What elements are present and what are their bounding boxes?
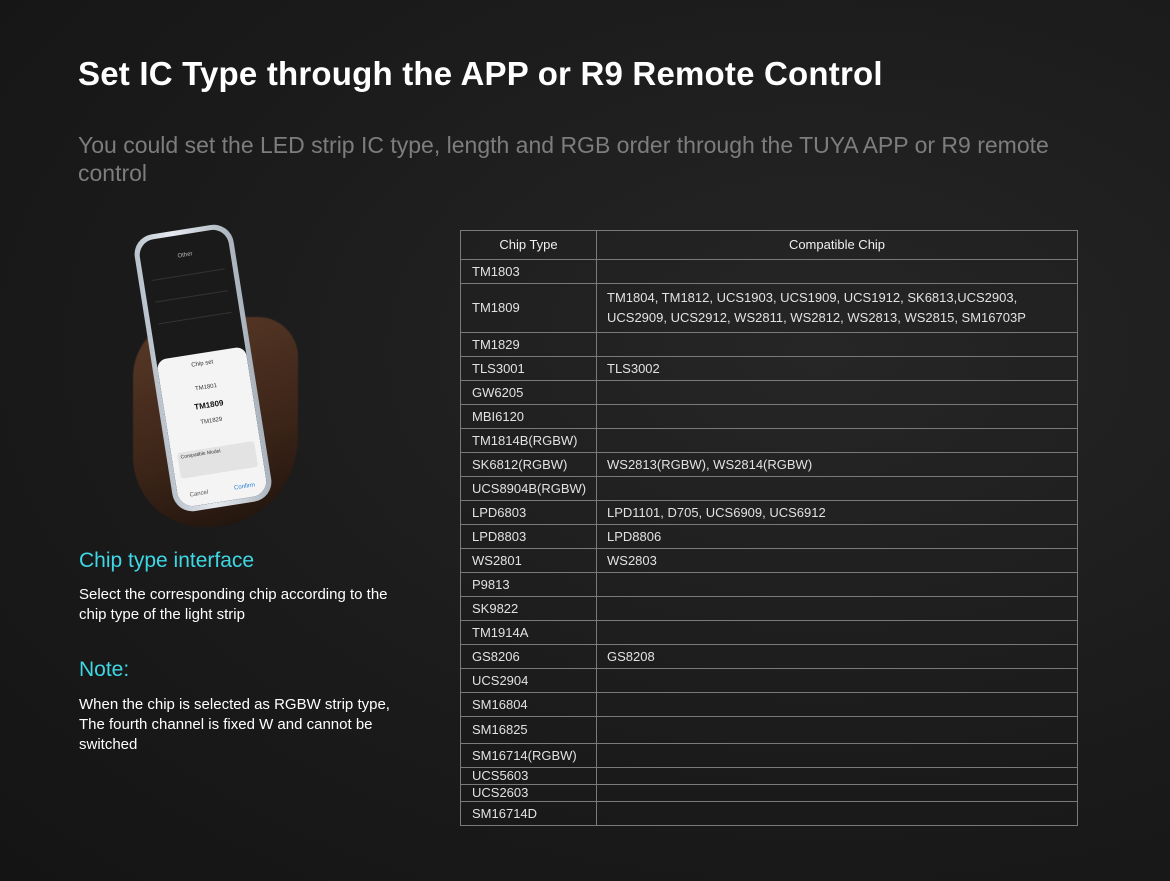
- chip-type-cell: SM16714D: [461, 802, 597, 826]
- compatible-chip-cell: WS2803: [597, 549, 1078, 573]
- table-row: [461, 717, 1078, 744]
- compatible-chip-cell: LPD8806: [597, 525, 1078, 549]
- page-subtitle: You could set the LED strip IC type, length and RGB order through the TUYA APP or R9 remote control: [78, 132, 1049, 186]
- chip-option-selected: TM1809: [193, 398, 225, 412]
- compatible-chip-cell: [597, 260, 1078, 284]
- chip-type-cell: UCS2603: [461, 785, 597, 802]
- phone-cancel-button: Cancel: [189, 489, 209, 499]
- table-row: [461, 453, 1078, 477]
- chip-type-cell: TM1809: [461, 284, 597, 333]
- chip-type-cell: UCS5603: [461, 768, 597, 785]
- chip-option: TM1829: [200, 416, 223, 427]
- compatible-chip-cell: [597, 333, 1078, 357]
- table-row: [461, 573, 1078, 597]
- compatible-chip-cell: [597, 429, 1078, 453]
- compatible-chip-cell: [597, 693, 1078, 717]
- compatible-chip-cell: WS2813(RGBW), WS2814(RGBW): [597, 453, 1078, 477]
- note-heading: Note:: [79, 658, 130, 681]
- sheet-title: Chip set: [191, 359, 214, 369]
- phone-confirm-button: Confirm: [233, 482, 256, 492]
- compatible-chip-cell: [597, 381, 1078, 405]
- compatible-chip-cell: LPD1101, D705, UCS6909, UCS6912: [597, 501, 1078, 525]
- chip-type-cell: GS8206: [461, 645, 597, 669]
- compatible-chip-cell: [597, 405, 1078, 429]
- chip-type-cell: GW6205: [461, 381, 597, 405]
- table-row: [461, 768, 1078, 785]
- table-row: [461, 405, 1078, 429]
- phone-topbar-title: Other: [177, 251, 194, 260]
- table-row: [461, 357, 1078, 381]
- chip-type-cell: TM1914A: [461, 621, 597, 645]
- chip-type-cell: TLS3001: [461, 357, 597, 381]
- compatible-chip-cell: [597, 802, 1078, 826]
- compatible-model-box: [177, 441, 258, 479]
- chip-type-interface-text: Select the corresponding chip according to the chip type of the light strip: [79, 586, 388, 623]
- compatible-chip-cell: [597, 785, 1078, 802]
- chip-type-cell: UCS8904B(RGBW): [461, 477, 597, 501]
- compatible-chip-cell: [597, 573, 1078, 597]
- compatible-chip-cell: [597, 669, 1078, 693]
- table-row: [461, 477, 1078, 501]
- phone-divider: [158, 312, 231, 325]
- compatible-chip-cell: [597, 477, 1078, 501]
- table-row: [461, 645, 1078, 669]
- phone-illustration: [125, 222, 310, 532]
- table-row: [461, 597, 1078, 621]
- compatible-chip-cell: GS8208: [597, 645, 1078, 669]
- chip-type-cell: WS2801: [461, 549, 597, 573]
- table-row: [461, 669, 1078, 693]
- table-row: [461, 621, 1078, 645]
- compatible-model-title: Compatible Model: [180, 448, 222, 461]
- chip-type-cell: SM16825: [461, 717, 597, 744]
- table-row: [461, 693, 1078, 717]
- phone-divider: [152, 268, 225, 281]
- phone-divider: [155, 290, 228, 303]
- header-chip-type: Chip Type: [461, 231, 597, 260]
- chip-compatibility-table: [460, 230, 1078, 826]
- compatible-chip-cell: [597, 768, 1078, 785]
- table-row: [461, 525, 1078, 549]
- compatible-chip-cell: [597, 621, 1078, 645]
- chip-type-cell: SM16714(RGBW): [461, 744, 597, 768]
- table-body: [461, 260, 1078, 826]
- compatible-chip-cell: [597, 744, 1078, 768]
- table-row: [461, 381, 1078, 405]
- table-row: [461, 333, 1078, 357]
- chip-type-cell: MBI6120: [461, 405, 597, 429]
- chip-type-cell: UCS2904: [461, 669, 597, 693]
- chip-select-sheet: [156, 346, 268, 508]
- table-row: [461, 501, 1078, 525]
- table-row: [461, 429, 1078, 453]
- table-row: [461, 802, 1078, 826]
- chip-option: TM1801: [194, 383, 218, 393]
- chip-type-cell: TM1829: [461, 333, 597, 357]
- note-text: When the chip is selected as RGBW strip type, The fourth channel is fixed W and cannot be switched: [79, 696, 390, 753]
- table-row: [461, 284, 1078, 333]
- chip-type-cell: TM1803: [461, 260, 597, 284]
- compatible-chip-cell: TLS3002: [597, 357, 1078, 381]
- header-compatible-chip: Compatible Chip: [597, 231, 1078, 260]
- table-row: [461, 549, 1078, 573]
- compatible-chip-cell: [597, 597, 1078, 621]
- compatible-chip-cell: [597, 717, 1078, 744]
- chip-type-cell: SK6812(RGBW): [461, 453, 597, 477]
- table-row: [461, 260, 1078, 284]
- chip-type-cell: SM16804: [461, 693, 597, 717]
- table-row: [461, 785, 1078, 802]
- table-row: [461, 744, 1078, 768]
- chip-type-cell: LPD8803: [461, 525, 597, 549]
- chip-type-cell: SK9822: [461, 597, 597, 621]
- chip-type-interface-heading: Chip type interface: [79, 549, 255, 572]
- chip-type-cell: TM1814B(RGBW): [461, 429, 597, 453]
- chip-type-cell: LPD6803: [461, 501, 597, 525]
- table-header-row: [461, 231, 1078, 260]
- chip-type-cell: P9813: [461, 573, 597, 597]
- page-title: Set IC Type through the APP or R9 Remote Control: [78, 55, 883, 92]
- compatible-chip-cell: TM1804, TM1812, UCS1903, UCS1909, UCS1912, SK6813,UCS2903, UCS2909, UCS2912, WS2811, WS2812, WS2813, WS2815, SM16703P: [597, 284, 1078, 333]
